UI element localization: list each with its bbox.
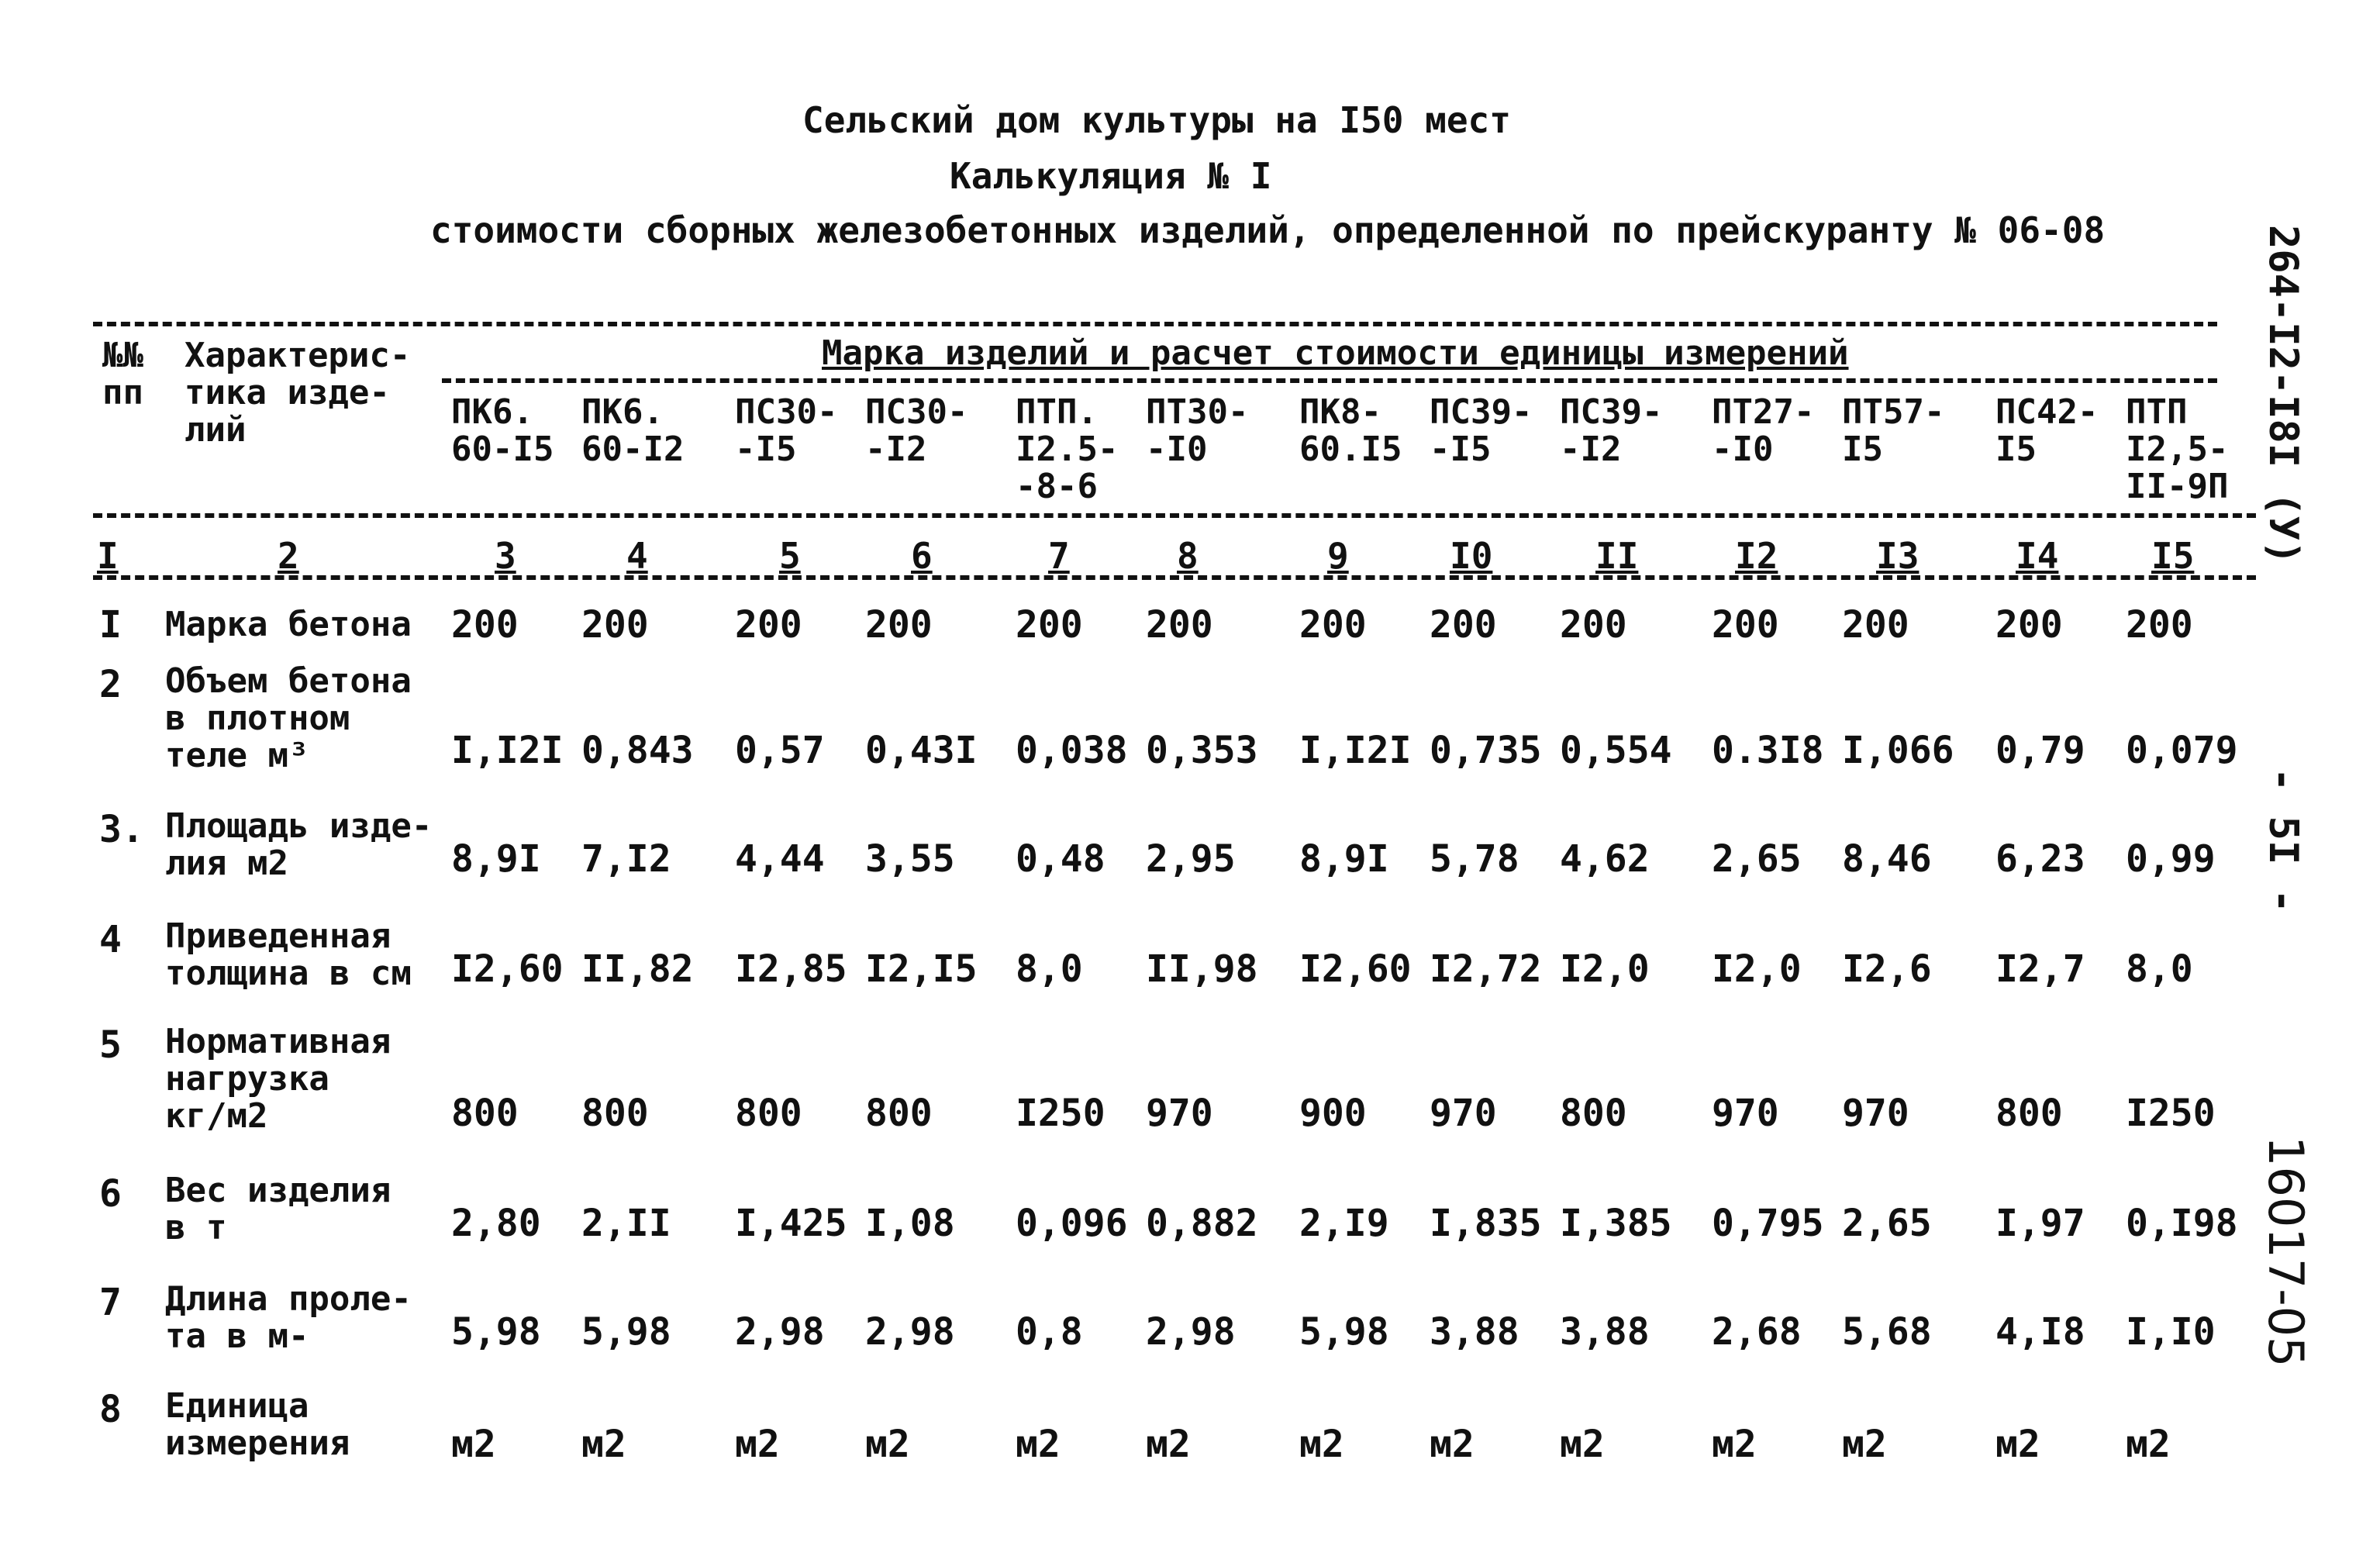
table-cell: 200 bbox=[581, 603, 649, 647]
table-cell: 970 bbox=[1712, 1092, 1779, 1135]
table-cell: м2 bbox=[1016, 1423, 1061, 1466]
table-cell: 970 bbox=[1842, 1092, 1909, 1135]
table-cell: 0,882 bbox=[1146, 1202, 1258, 1245]
title-line-2: Калькуляция № I bbox=[950, 155, 1272, 197]
row-label: Объем бетона в плотном теле м³ bbox=[165, 661, 412, 775]
table-cell: 0,843 bbox=[581, 729, 694, 772]
table-cell: 0,038 bbox=[1016, 729, 1128, 772]
table-cell: I,08 bbox=[865, 1202, 955, 1245]
header-num-col: №№ пп bbox=[102, 336, 143, 412]
column-number-1: I bbox=[97, 535, 119, 577]
column-number-2: 2 bbox=[278, 535, 299, 577]
table-cell: 4,62 bbox=[1560, 837, 1650, 881]
mark-header-4: ПК6. 60-I2 bbox=[581, 392, 685, 469]
row-label: Нормативная нагрузка кг/м2 bbox=[165, 1022, 391, 1136]
table-cell: I,425 bbox=[735, 1202, 847, 1245]
table-cell: I,I0 bbox=[2126, 1310, 2216, 1354]
table-cell: 2,80 bbox=[451, 1202, 541, 1245]
table-cell: I2,0 bbox=[1560, 947, 1650, 991]
row-label: Марка бетона bbox=[165, 605, 412, 644]
table-cell: I250 bbox=[2126, 1092, 2216, 1135]
table-cell: 0,735 bbox=[1430, 729, 1542, 772]
mark-header-12: ПТ27- -I0 bbox=[1712, 392, 1815, 469]
header-char-col: Характерис- тика изде- лий bbox=[185, 336, 411, 450]
mark-header-13: ПТ57- I5 bbox=[1842, 392, 1945, 469]
table-cell: I2,60 bbox=[1299, 947, 1412, 991]
table-cell: м2 bbox=[1560, 1423, 1605, 1466]
table-cell: м2 bbox=[1995, 1423, 2040, 1466]
table-cell: 900 bbox=[1299, 1092, 1367, 1135]
mark-header-9: ПК8- 60.I5 bbox=[1299, 392, 1402, 469]
mark-header-10: ПС39- -I5 bbox=[1430, 392, 1533, 469]
table-cell: 3,88 bbox=[1430, 1310, 1519, 1354]
title-line-1: Сельский дом культуры на I50 мест bbox=[802, 99, 1511, 141]
table-cell: 2,II bbox=[581, 1202, 671, 1245]
table-cell: I,I2I bbox=[451, 729, 564, 772]
table-cell: 5,98 bbox=[581, 1310, 671, 1354]
mark-header-8: ПТ30- -I0 bbox=[1146, 392, 1249, 469]
table-cell: I,I2I bbox=[1299, 729, 1412, 772]
table-cell: 5,98 bbox=[1299, 1310, 1389, 1354]
table-cell: 0,79 bbox=[1995, 729, 2085, 772]
table-cell: 5,98 bbox=[451, 1310, 541, 1354]
table-cell: м2 bbox=[1146, 1423, 1191, 1466]
table-cell: 200 bbox=[1430, 603, 1497, 647]
table-cell: 200 bbox=[1560, 603, 1627, 647]
table-cell: 2,98 bbox=[735, 1310, 825, 1354]
table-cell: 0,353 bbox=[1146, 729, 1258, 772]
row-label: Приведенная толщина в см bbox=[165, 916, 412, 993]
side-registration-number: 16017-05 bbox=[2258, 1136, 2314, 1368]
table-cell: 7,I2 bbox=[581, 837, 671, 881]
table-cell: 0,096 bbox=[1016, 1202, 1128, 1245]
column-number-5: 5 bbox=[779, 535, 801, 577]
mark-header-3: ПК6. 60-I5 bbox=[451, 392, 554, 469]
table-cell: 200 bbox=[865, 603, 933, 647]
table-cell: I2,85 bbox=[735, 947, 847, 991]
table-cell: 200 bbox=[735, 603, 802, 647]
table-cell: 800 bbox=[735, 1092, 802, 1135]
table-cell: I,066 bbox=[1842, 729, 1954, 772]
mark-header-11: ПС39- -I2 bbox=[1560, 392, 1663, 469]
row-label: Единица измерения bbox=[165, 1386, 350, 1463]
mark-header-5: ПС30- -I5 bbox=[735, 392, 838, 469]
table-cell: I250 bbox=[1016, 1092, 1105, 1135]
table-cell: 800 bbox=[865, 1092, 933, 1135]
table-cell: 0,57 bbox=[735, 729, 825, 772]
table-cell: I2,0 bbox=[1712, 947, 1802, 991]
table-cell: 800 bbox=[581, 1092, 649, 1135]
row-label: Вес изделия в т bbox=[165, 1171, 391, 1247]
table-cell: 200 bbox=[451, 603, 519, 647]
column-number-12: I2 bbox=[1735, 535, 1778, 577]
table-cell: 2,68 bbox=[1712, 1310, 1802, 1354]
table-cell: 6,23 bbox=[1995, 837, 2085, 881]
header-group-title: Марка изделий и расчет стоимости единицы измерений bbox=[822, 333, 1849, 373]
column-number-3: 3 bbox=[495, 535, 516, 577]
mark-header-15: ПТП I2,5- II-9П bbox=[2126, 392, 2229, 506]
table-cell: 2,95 bbox=[1146, 837, 1236, 881]
table-cell: 8,0 bbox=[1016, 947, 1083, 991]
row-number: 8 bbox=[99, 1388, 122, 1431]
table-cell: м2 bbox=[451, 1423, 496, 1466]
column-number-9: 9 bbox=[1327, 535, 1349, 577]
table-cell: I2,7 bbox=[1995, 947, 2085, 991]
table-cell: 8,9I bbox=[451, 837, 541, 881]
side-document-code: 264-I2-I8I (У) bbox=[2260, 225, 2306, 565]
table-cell: 0,8 bbox=[1016, 1310, 1083, 1354]
row-label: Площадь изде- лия м2 bbox=[165, 806, 433, 883]
mark-header-14: ПС42- I5 bbox=[1995, 392, 2099, 469]
table-cell: 2,65 bbox=[1842, 1202, 1932, 1245]
table-cell: II,98 bbox=[1146, 947, 1258, 991]
table-cell: м2 bbox=[1299, 1423, 1344, 1466]
table-cell: м2 bbox=[2126, 1423, 2171, 1466]
table-cell: 200 bbox=[1712, 603, 1779, 647]
header-group-rule bbox=[442, 378, 2217, 383]
table-cell: 3,55 bbox=[865, 837, 955, 881]
table-cell: 2,98 bbox=[1146, 1310, 1236, 1354]
row-number: I bbox=[99, 603, 122, 647]
table-cell: м2 bbox=[735, 1423, 780, 1466]
row-number: 7 bbox=[99, 1281, 122, 1324]
table-cell: м2 bbox=[1712, 1423, 1757, 1466]
column-number-6: 6 bbox=[911, 535, 933, 577]
table-cell: 0,I98 bbox=[2126, 1202, 2238, 1245]
header-top-rule bbox=[93, 322, 2217, 326]
table-cell: 4,44 bbox=[735, 837, 825, 881]
table-cell: 0,795 bbox=[1712, 1202, 1824, 1245]
header-bottom-rule bbox=[93, 575, 2256, 580]
table-cell: 0.3I8 bbox=[1712, 729, 1824, 772]
table-cell: 200 bbox=[2126, 603, 2193, 647]
side-page-number: - 5I - bbox=[2260, 768, 2306, 913]
table-cell: м2 bbox=[581, 1423, 626, 1466]
table-cell: 200 bbox=[1016, 603, 1083, 647]
table-cell: I2,60 bbox=[451, 947, 564, 991]
table-cell: 3,88 bbox=[1560, 1310, 1650, 1354]
table-cell: м2 bbox=[1842, 1423, 1887, 1466]
table-cell: 2,65 bbox=[1712, 837, 1802, 881]
table-cell: 200 bbox=[1995, 603, 2063, 647]
mark-header-6: ПС30- -I2 bbox=[865, 392, 968, 469]
column-number-8: 8 bbox=[1177, 535, 1199, 577]
column-number-13: I3 bbox=[1876, 535, 1920, 577]
table-cell: 800 bbox=[1995, 1092, 2063, 1135]
table-cell: 5,68 bbox=[1842, 1310, 1932, 1354]
table-cell: 200 bbox=[1146, 603, 1213, 647]
row-number: 5 bbox=[99, 1023, 122, 1067]
table-cell: I2,6 bbox=[1842, 947, 1932, 991]
header-mid-rule bbox=[93, 513, 2256, 518]
table-cell: 8,0 bbox=[2126, 947, 2193, 991]
table-cell: 800 bbox=[1560, 1092, 1627, 1135]
table-cell: 970 bbox=[1146, 1092, 1213, 1135]
table-cell: II,82 bbox=[581, 947, 694, 991]
table-cell: м2 bbox=[865, 1423, 910, 1466]
mark-header-7: ПТП. I2.5- -8-6 bbox=[1016, 392, 1119, 506]
column-number-4: 4 bbox=[626, 535, 648, 577]
table-cell: I,97 bbox=[1995, 1202, 2085, 1245]
table-cell: 0,43I bbox=[865, 729, 978, 772]
column-number-15: I5 bbox=[2151, 535, 2195, 577]
table-cell: I,835 bbox=[1430, 1202, 1542, 1245]
table-cell: 5,78 bbox=[1430, 837, 1519, 881]
table-cell: 0,48 bbox=[1016, 837, 1105, 881]
table-cell: 2,I9 bbox=[1299, 1202, 1389, 1245]
row-number: 6 bbox=[99, 1172, 122, 1216]
column-number-14: I4 bbox=[2016, 535, 2059, 577]
column-number-7: 7 bbox=[1048, 535, 1070, 577]
row-number: 4 bbox=[99, 918, 122, 961]
table-cell: 8,46 bbox=[1842, 837, 1932, 881]
table-cell: 0,99 bbox=[2126, 837, 2216, 881]
table-cell: 800 bbox=[451, 1092, 519, 1135]
table-cell: 970 bbox=[1430, 1092, 1497, 1135]
table-cell: I2,I5 bbox=[865, 947, 978, 991]
table-cell: I,385 bbox=[1560, 1202, 1672, 1245]
column-number-10: I0 bbox=[1450, 535, 1493, 577]
row-label: Длина проле- та в м- bbox=[165, 1279, 412, 1356]
table-cell: 200 bbox=[1842, 603, 1909, 647]
title-line-3: стоимости сборных железобетонных изделий, определенной по прейскуранту № 06-08 bbox=[430, 209, 2106, 251]
row-number: 3. bbox=[99, 808, 144, 851]
table-cell: 200 bbox=[1299, 603, 1367, 647]
table-cell: 0,554 bbox=[1560, 729, 1672, 772]
table-cell: 8,9I bbox=[1299, 837, 1389, 881]
column-number-11: II bbox=[1595, 535, 1639, 577]
table-cell: 2,98 bbox=[865, 1310, 955, 1354]
row-number: 2 bbox=[99, 663, 122, 706]
table-cell: м2 bbox=[1430, 1423, 1475, 1466]
table-cell: I2,72 bbox=[1430, 947, 1542, 991]
table-cell: 0,079 bbox=[2126, 729, 2238, 772]
table-cell: 4,I8 bbox=[1995, 1310, 2085, 1354]
